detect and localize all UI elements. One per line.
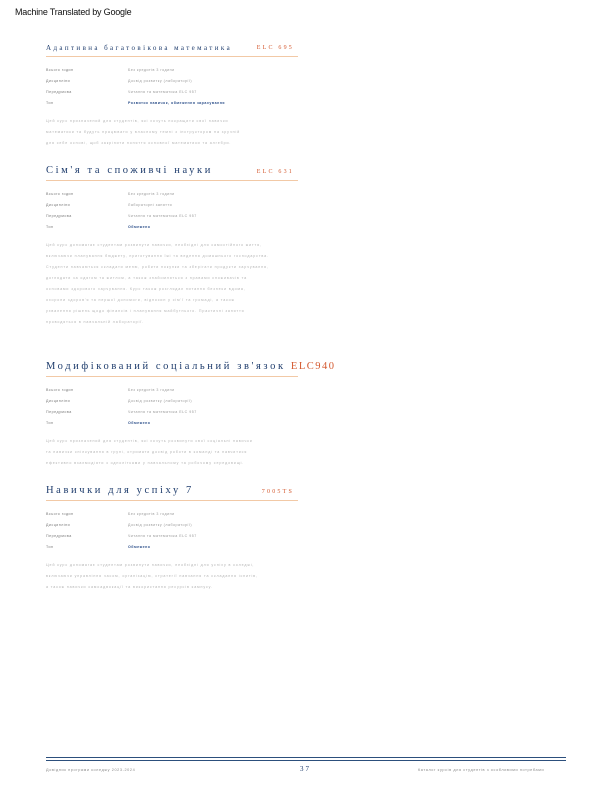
course-title: Адаптивна багатовікова математика xyxy=(46,44,233,52)
course-title: Сім'я та споживчі науки xyxy=(46,165,213,176)
meta-row: Тип Обмежено xyxy=(46,421,151,425)
footer-divider xyxy=(46,757,566,761)
course-section-family-consumer-sciences xyxy=(46,162,298,328)
meta-row: Дисципліни Досвід розвитку (лабораторії) xyxy=(46,399,193,403)
course-meta xyxy=(46,509,298,553)
footer-right-text: Каталог курсів для студентів з особливими потребами xyxy=(418,768,545,772)
course-header xyxy=(46,356,336,377)
course-code: ELC 631 xyxy=(256,169,294,175)
course-meta xyxy=(46,385,298,429)
meta-row: Передумова Читання та математика ELC 957 xyxy=(46,534,197,538)
meta-row: Тип Обмежено xyxy=(46,545,151,549)
course-description: Цей курс допомагає студентам розвинути навички, необхідні для самостійного життя, включаючи планування бюджету, приготування їжі та ведення домашнього господарства. Студенти навчаються складати меню, робити покупки та зберігати продукти харчування, доглядати за одягом та житлом, а також знайомляться з правами споживачів та основами здорового харчування. Курс також розглядає питання безпеки вдома, охорони здоров'я та першої допомоги, відносин у сім'ї та громаді, а також ухвалення рішень щодо фінансів і планування майбутнього. Практичні заняття проводяться в навчальній лабораторії. xyxy=(46,243,269,324)
meta-row: Всього годин Без кредитів 3 години xyxy=(46,192,175,196)
course-description: Цей курс призначений для студентів, які хочуть розвинути свої соціальні навички та навички спілкування в групі, отримати досвід роботи в команді та навчитися ефективно взаємодіяти з однолітками у навчальному та робочому середовищі. xyxy=(46,439,253,465)
meta-row: Дисципліни Досвід розвитку (лабораторії) xyxy=(46,523,193,527)
course-description: Цей курс призначений для студентів, які хочуть покращити свої навички математики та будуть працювати у власному темпі з інструктором на зручній для себе основі, щоб закріпити поняття основної математики та алгебри. xyxy=(46,119,241,145)
course-title: Навички для успіху 7 xyxy=(46,485,194,496)
meta-row: Передумова Читання та математика ELC 957 xyxy=(46,410,197,414)
course-meta xyxy=(46,189,298,233)
footer-left-text: Довідник програми коледжу 2023-2024 xyxy=(46,768,136,772)
meta-row: Передумова Читання та математика ELC 957 xyxy=(46,90,197,94)
course-title: Модифікований соціальний зв'язок ELC940 xyxy=(46,361,336,372)
course-section-skills-for-success xyxy=(46,480,298,593)
course-section-adaptive-math xyxy=(46,38,298,149)
page-number: 37 xyxy=(300,765,311,773)
meta-row: Дисципліни Лабораторні заняття xyxy=(46,203,173,207)
course-description: Цей курс допомагає студентам розвинути навички, необхідні для успіху в коледжі, включаючи управління часом, організацію, стратегії навчання та складання іспитів, а також навички самоадвокації та використання ресурсів кампусу. xyxy=(46,563,258,589)
machine-translated-banner: Machine Translated by Google xyxy=(15,7,132,17)
meta-row: Всього годин Без кредитів 3 години xyxy=(46,388,175,392)
course-code: ELC 695 xyxy=(256,45,294,51)
course-header xyxy=(46,162,298,181)
meta-row: Всього годин Без кредитів 3 години xyxy=(46,512,175,516)
meta-row: Всього годин Без кредитів 3 години xyxy=(46,68,175,72)
course-meta xyxy=(46,65,298,109)
meta-row: Тип Обмежено xyxy=(46,225,151,229)
course-header xyxy=(46,38,298,57)
course-header xyxy=(46,480,298,501)
course-section-modified-social-communication xyxy=(46,356,336,469)
meta-row: Дисципліни Досвід розвитку (лабораторії) xyxy=(46,79,193,83)
course-code: 7005TS xyxy=(261,489,294,495)
meta-row: Тип Розвиток навичок, обмеження зарахування xyxy=(46,101,226,105)
meta-row: Передумова Читання та математика ELC 957 xyxy=(46,214,197,218)
course-code: ELC940 xyxy=(290,361,336,372)
